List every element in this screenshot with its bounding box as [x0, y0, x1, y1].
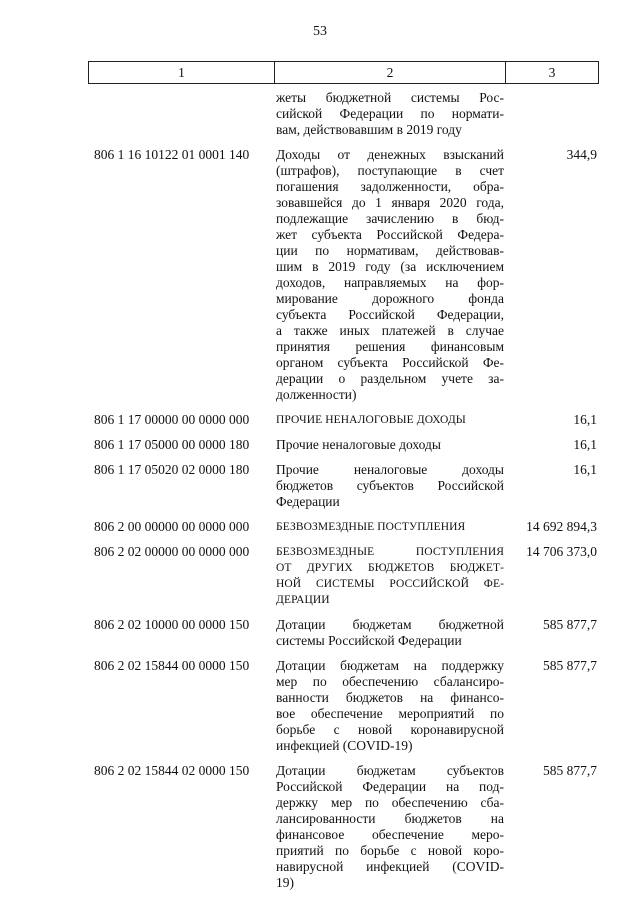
- description-line: БЕЗВОЗМЕЗДНЫЕ ПОСТУПЛЕНИЯ: [276, 521, 466, 533]
- description-line: Прочие неналоговые доходы: [276, 437, 441, 452]
- description-line: бюджетов субъектов Российской: [276, 478, 504, 493]
- description-line: мер по обеспечению сбалансиро-: [276, 674, 504, 689]
- description-line: системы Российской Федерации: [276, 633, 462, 648]
- description-line: а также иных платежей в случае: [276, 323, 504, 338]
- description-line: Российской Федерации на под-: [276, 779, 504, 794]
- budget-code: 806 2 02 10000 00 0000 150: [94, 617, 250, 632]
- budget-code: 806 1 16 10122 01 0001 140: [94, 147, 250, 162]
- description-line: 19): [276, 875, 294, 890]
- description-line: органом субъекта Российской Фе-: [276, 355, 504, 370]
- table-row: [88, 763, 600, 891]
- description-line: инфекцией (COVID-19): [276, 738, 413, 753]
- description-line: мирование дорожного фонда: [276, 291, 504, 306]
- table-row: [88, 462, 600, 510]
- budget-code: 806 2 02 15844 00 0000 150: [94, 658, 250, 673]
- description-line: держку мер по обеспечению сба-: [276, 795, 504, 810]
- income-description: [276, 412, 504, 428]
- description-line: Прочие неналоговые доходы: [276, 462, 504, 477]
- description-line: БЕЗВОЗМЕЗДНЫЕ ПОСТУПЛЕНИЯ: [276, 546, 504, 558]
- description-line: финансовое обеспечение меро-: [276, 827, 504, 842]
- description-line: Дотации бюджетам субъектов: [276, 763, 504, 778]
- amount: 16,1: [573, 412, 597, 427]
- description-line: лансированности бюджетов на: [276, 811, 504, 826]
- description-line: долженности): [276, 387, 357, 402]
- description-line: жеты бюджетной системы Рос-: [276, 90, 504, 105]
- description-line: шим в 2019 году (за исключением: [276, 259, 504, 274]
- budget-code: 806 1 17 05000 00 0000 180: [94, 437, 250, 452]
- table-row: [88, 544, 600, 608]
- budget-code: 806 2 00 00000 00 0000 000: [94, 519, 250, 534]
- column-header-table: [88, 61, 599, 84]
- description-line: Федерации: [276, 494, 340, 509]
- amount: 14 692 894,3: [526, 519, 597, 534]
- amount: 14 706 373,0: [526, 544, 597, 559]
- description-line: дерации о раздельном учете за-: [276, 371, 504, 386]
- description-line: ванности бюджетов на финансо-: [276, 690, 504, 705]
- description-line: доходов, направляемых на фор-: [276, 275, 504, 290]
- amount: 344,9: [566, 147, 597, 162]
- income-description: [276, 437, 504, 453]
- table-row: [88, 90, 600, 138]
- income-description: [276, 658, 504, 754]
- description-line: ПРОЧИЕ НЕНАЛОГОВЫЕ ДОХОДЫ: [276, 414, 466, 426]
- amount: 585 877,7: [543, 763, 597, 778]
- budget-code: 806 1 17 00000 00 0000 000: [94, 412, 250, 427]
- column-header-1: 1: [89, 62, 275, 84]
- description-line: Дотации бюджетам бюджетной: [276, 617, 504, 632]
- description-line: Доходы от денежных взысканий: [276, 147, 504, 162]
- description-line: принятия решения финансовым: [276, 339, 504, 354]
- description-line: вое обеспечение мероприятий по: [276, 706, 504, 721]
- page-number: 53: [313, 24, 327, 39]
- table-row: [88, 519, 600, 535]
- income-description: [276, 544, 504, 608]
- description-line: сийской Федерации по нормати-: [276, 106, 504, 121]
- amount: 585 877,7: [543, 617, 597, 632]
- description-line: погашения задолженности, обра-: [276, 179, 504, 194]
- income-description: [276, 462, 504, 510]
- table-row: [88, 412, 600, 428]
- description-line: жет субъекта Российской Федера-: [276, 227, 504, 242]
- column-header-3: 3: [506, 62, 599, 84]
- budget-code: 806 2 02 15844 02 0000 150: [94, 763, 250, 778]
- description-line: субъекта Российской Федерации,: [276, 307, 504, 322]
- description-line: навирусной инфекцией (COVID-: [276, 859, 504, 874]
- description-line: зовавшейся до 1 января 2020 года,: [276, 195, 504, 210]
- column-header-2: 2: [275, 62, 506, 84]
- description-line: ОТ ДРУГИХ БЮДЖЕТОВ БЮДЖЕТ-: [276, 562, 504, 574]
- budget-code: 806 2 02 00000 00 0000 000: [94, 544, 250, 559]
- description-line: Дотации бюджетам на поддержку: [276, 658, 504, 673]
- income-description: [276, 617, 504, 649]
- description-line: борьбе с новой коронавирусной: [276, 722, 504, 737]
- budget-code: 806 1 17 05020 02 0000 180: [94, 462, 250, 477]
- description-line: подлежащие зачислению в бюд-: [276, 211, 504, 226]
- description-line: приятий по борьбе с новой коро-: [276, 843, 504, 858]
- description-line: вам, действовавшим в 2019 году: [276, 122, 462, 137]
- table-row: [88, 437, 600, 453]
- amount: 585 877,7: [543, 658, 597, 673]
- description-line: НОЙ СИСТЕМЫ РОССИЙСКОЙ ФЕ-: [276, 578, 504, 590]
- income-description: [276, 763, 504, 891]
- amount: 16,1: [573, 462, 597, 477]
- table-row: [88, 617, 600, 649]
- table-row: [88, 658, 600, 754]
- description-line: ции по нормативам, действовав-: [276, 243, 504, 258]
- budget-table-body: [88, 90, 600, 900]
- table-row: [88, 147, 600, 403]
- income-description: [276, 90, 504, 138]
- income-description: [276, 147, 504, 403]
- amount: 16,1: [573, 437, 597, 452]
- description-line: (штрафов), поступающие в счет: [276, 163, 504, 178]
- description-line: ДЕРАЦИИ: [276, 594, 330, 606]
- income-description: [276, 519, 504, 535]
